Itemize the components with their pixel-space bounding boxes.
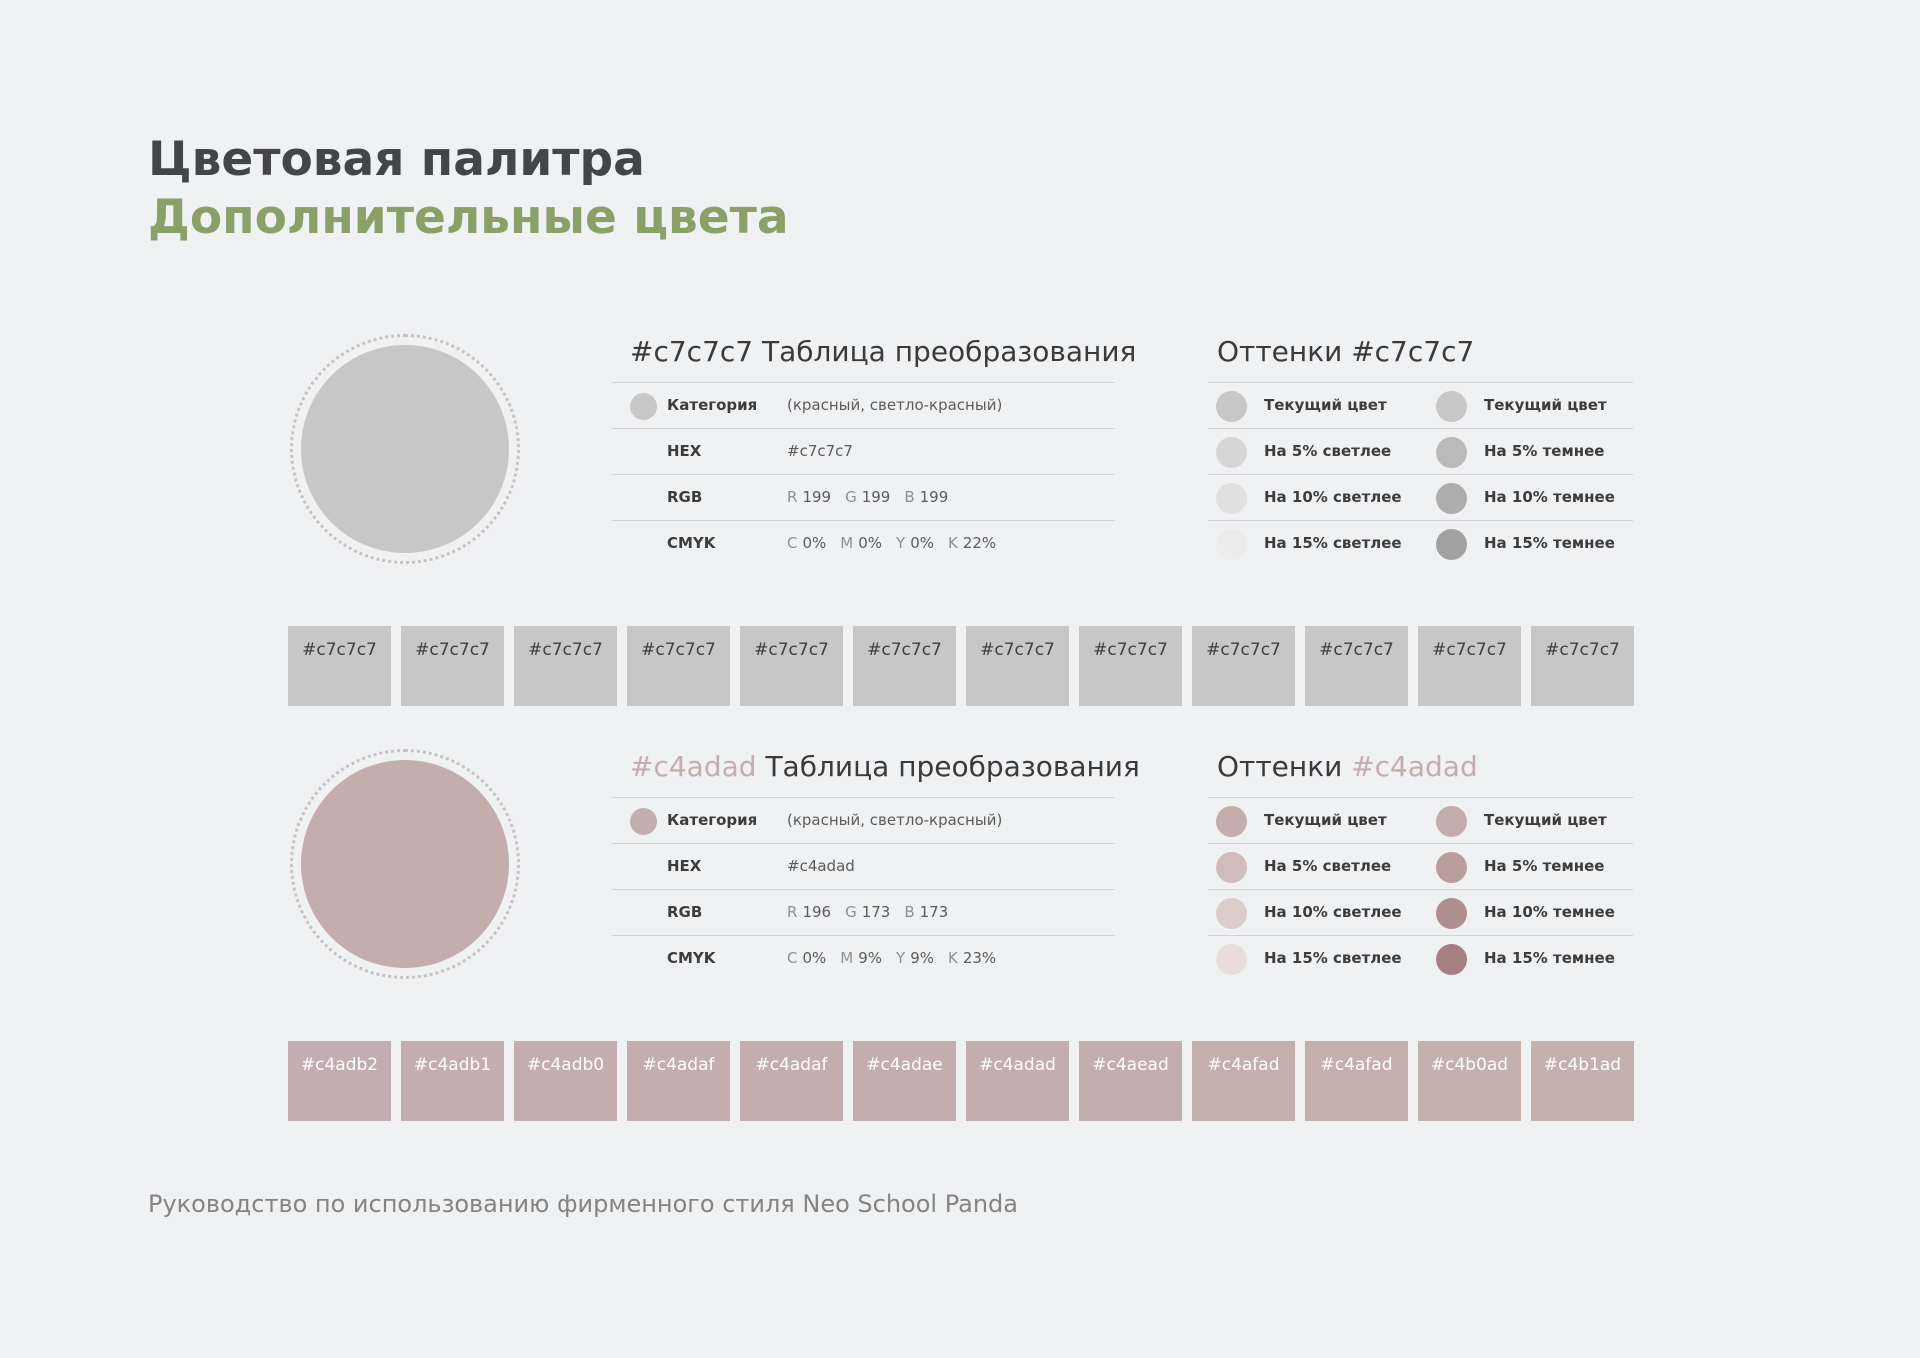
- swatch-label: #c7c7c7: [980, 640, 1055, 660]
- color-circle: [301, 760, 509, 968]
- color-swatch: [514, 626, 617, 706]
- shade-row: [1208, 843, 1633, 889]
- rgb-channel-value: 199: [919, 488, 949, 506]
- cmyk-channel-value: 0%: [910, 534, 934, 552]
- table-row: [612, 797, 1115, 843]
- hex-label: HEX: [667, 857, 702, 875]
- shade-dot: [1436, 898, 1467, 929]
- shade-dot: [1216, 391, 1247, 422]
- color-swatch: [1192, 626, 1295, 706]
- color-circle-outline: [290, 334, 520, 564]
- shade-label: Текущий цвет: [1484, 396, 1607, 414]
- color-swatch: [288, 626, 391, 706]
- color-dot: [630, 808, 657, 835]
- table-row: [612, 428, 1115, 474]
- shade-dot: [1216, 437, 1247, 468]
- rgb-channel-key: G: [845, 488, 857, 506]
- swatch-label: #c7c7c7: [1093, 640, 1168, 660]
- shade-label: На 5% темнее: [1484, 857, 1605, 875]
- shade-dot: [1216, 852, 1247, 883]
- cmyk-channel-key: K: [948, 949, 958, 967]
- shade-dot: [1436, 944, 1467, 975]
- swatch-label: #c7c7c7: [1206, 640, 1281, 660]
- table-row: [612, 520, 1115, 566]
- conversion-table: [612, 382, 1115, 566]
- shade-dot: [1216, 806, 1247, 837]
- swatch-label: #c7c7c7: [754, 640, 829, 660]
- shade-dot: [1436, 806, 1467, 837]
- cmyk-channel-value: 0%: [802, 534, 827, 552]
- shades-title: [1217, 334, 1474, 370]
- shades-title-text: Оттенки: [1217, 335, 1352, 368]
- shade-row: [1208, 428, 1633, 474]
- color-swatch: [1305, 1041, 1408, 1121]
- table-row: [612, 382, 1115, 428]
- swatch-label: #c4afad: [1320, 1055, 1393, 1075]
- color-circle: [301, 345, 509, 553]
- rgb-channel-value: 199: [802, 488, 832, 506]
- conversion-title-text: Таблица преобразования: [756, 750, 1140, 783]
- swatch-label: #c4b1ad: [1543, 1055, 1622, 1075]
- color-swatch: [288, 1041, 391, 1121]
- swatch-label: #c7c7c7: [1545, 640, 1620, 660]
- shade-row: [1208, 520, 1633, 566]
- shade-dot: [1216, 529, 1247, 560]
- category-value: (красный, светло-красный): [787, 811, 1003, 829]
- cmyk-channel-key: M: [840, 534, 854, 552]
- shade-label: На 5% темнее: [1484, 442, 1605, 460]
- swatch-label: #c4adad: [979, 1055, 1056, 1075]
- swatch-label: #c4adae: [866, 1055, 943, 1075]
- shade-row: [1208, 935, 1633, 981]
- shades-title-code: #c7c7c7: [1351, 335, 1475, 368]
- cmyk-channel-value: 23%: [962, 949, 997, 967]
- shades-title-text: Оттенки: [1217, 750, 1352, 783]
- conversion-table-title: [630, 749, 1140, 785]
- swatch-label: #c4adaf: [642, 1055, 715, 1075]
- color-swatch: [853, 626, 956, 706]
- cmyk-channel-value: 9%: [858, 949, 883, 967]
- shade-label: На 15% светлее: [1264, 534, 1402, 552]
- swatch-label: #c7c7c7: [528, 640, 603, 660]
- cmyk-channel-value: 0%: [802, 949, 827, 967]
- color-swatch: [1079, 626, 1182, 706]
- shade-label: На 15% темнее: [1484, 949, 1615, 967]
- shade-dot: [1216, 898, 1247, 929]
- cmyk-channel-value: 0%: [858, 534, 883, 552]
- color-swatch: [627, 626, 730, 706]
- color-swatch: [401, 1041, 504, 1121]
- page-title: Цветовая палитра: [148, 132, 645, 187]
- cmyk-label: CMYK: [667, 534, 716, 552]
- swatch-label: #c4adaf: [755, 1055, 828, 1075]
- shade-label: На 10% темнее: [1484, 488, 1615, 506]
- category-label: Категория: [667, 811, 758, 829]
- swatch-label: #c4adb0: [526, 1055, 605, 1075]
- color-swatch: [1305, 626, 1408, 706]
- cmyk-channel-value: 22%: [962, 534, 997, 552]
- swatch-label: #c7c7c7: [302, 640, 377, 660]
- cmyk-channel-value: 9%: [910, 949, 934, 967]
- swatch-label: #c7c7c7: [867, 640, 942, 660]
- swatch-label: #c4aead: [1092, 1055, 1169, 1075]
- shade-dot: [1436, 529, 1467, 560]
- category-label: Категория: [667, 396, 758, 414]
- conversion-title-code: #c7c7c7: [630, 335, 754, 368]
- shade-row: [1208, 797, 1633, 843]
- rgb-channel-key: R: [787, 903, 798, 921]
- color-swatch: [1531, 1041, 1634, 1121]
- table-row: [612, 843, 1115, 889]
- page-subtitle: Дополнительные цвета: [148, 190, 789, 245]
- color-swatch: [966, 626, 1069, 706]
- shade-label: На 15% темнее: [1484, 534, 1615, 552]
- cmyk-values: [787, 936, 996, 981]
- shade-label: Текущий цвет: [1484, 811, 1607, 829]
- swatch-strip: [288, 626, 1634, 708]
- shade-label: На 15% светлее: [1264, 949, 1402, 967]
- palette-section: [0, 324, 1920, 744]
- swatch-label: #c7c7c7: [415, 640, 490, 660]
- rgb-channel-value: 199: [861, 488, 891, 506]
- shade-label: На 10% светлее: [1264, 488, 1402, 506]
- rgb-channel-key: B: [904, 903, 915, 921]
- rgb-label: RGB: [667, 488, 703, 506]
- shade-dot: [1436, 483, 1467, 514]
- shade-label: На 5% светлее: [1264, 442, 1392, 460]
- shade-row: [1208, 474, 1633, 520]
- shade-label: На 5% светлее: [1264, 857, 1392, 875]
- color-swatch: [1531, 626, 1634, 706]
- rgb-label: RGB: [667, 903, 703, 921]
- color-swatch: [514, 1041, 617, 1121]
- swatch-label: #c4adb1: [413, 1055, 492, 1075]
- cmyk-values: [787, 521, 996, 566]
- shades-table: [1208, 382, 1633, 566]
- hex-value: #c4adad: [787, 857, 855, 875]
- hex-value: #c7c7c7: [787, 442, 853, 460]
- shade-label: На 10% темнее: [1484, 903, 1615, 921]
- shade-row: [1208, 889, 1633, 935]
- hex-label: HEX: [667, 442, 702, 460]
- color-swatch: [966, 1041, 1069, 1121]
- shade-dot: [1436, 852, 1467, 883]
- rgb-channel-value: 173: [861, 903, 891, 921]
- cmyk-channel-key: M: [840, 949, 854, 967]
- table-row: [612, 889, 1115, 935]
- color-dot: [630, 393, 657, 420]
- shade-label: На 10% светлее: [1264, 903, 1402, 921]
- conversion-table-title: [630, 334, 1136, 370]
- rgb-channel-key: B: [904, 488, 915, 506]
- cmyk-label: CMYK: [667, 949, 716, 967]
- palette-section: [0, 739, 1920, 1159]
- color-swatch: [740, 1041, 843, 1121]
- shade-label: Текущий цвет: [1264, 811, 1387, 829]
- color-swatch: [1418, 1041, 1521, 1121]
- color-swatch: [1192, 1041, 1295, 1121]
- rgb-channel-key: R: [787, 488, 798, 506]
- swatch-strip: [288, 1041, 1634, 1123]
- shade-dot: [1216, 483, 1247, 514]
- color-swatch: [1079, 1041, 1182, 1121]
- cmyk-channel-key: K: [948, 534, 958, 552]
- table-row: [612, 935, 1115, 981]
- rgb-values: [787, 475, 948, 520]
- swatch-label: #c7c7c7: [641, 640, 716, 660]
- cmyk-channel-key: Y: [896, 534, 906, 552]
- swatch-label: #c7c7c7: [1319, 640, 1394, 660]
- conversion-table: [612, 797, 1115, 981]
- cmyk-channel-key: C: [787, 949, 798, 967]
- shades-table: [1208, 797, 1633, 981]
- shade-row: [1208, 382, 1633, 428]
- footer-text: Руководство по использованию фирменного стиля Neo School Panda: [148, 1190, 1018, 1218]
- color-swatch: [1418, 626, 1521, 706]
- swatch-label: #c4b0ad: [1430, 1055, 1509, 1075]
- shade-dot: [1436, 391, 1467, 422]
- cmyk-channel-key: C: [787, 534, 798, 552]
- color-swatch: [740, 626, 843, 706]
- rgb-channel-key: G: [845, 903, 857, 921]
- conversion-title-code: #c4adad: [630, 750, 757, 783]
- shades-title: [1217, 749, 1478, 785]
- swatch-label: #c4adb2: [300, 1055, 379, 1075]
- conversion-title-text: Таблица преобразования: [753, 335, 1137, 368]
- color-swatch: [401, 626, 504, 706]
- shade-label: Текущий цвет: [1264, 396, 1387, 414]
- shade-dot: [1436, 437, 1467, 468]
- color-circle-outline: [290, 749, 520, 979]
- rgb-channel-value: 196: [802, 903, 832, 921]
- swatch-label: #c7c7c7: [1432, 640, 1507, 660]
- rgb-values: [787, 890, 948, 935]
- shades-title-code: #c4adad: [1351, 750, 1478, 783]
- color-swatch: [627, 1041, 730, 1121]
- shade-dot: [1216, 944, 1247, 975]
- category-value: (красный, светло-красный): [787, 396, 1003, 414]
- rgb-channel-value: 173: [919, 903, 949, 921]
- table-row: [612, 474, 1115, 520]
- color-swatch: [853, 1041, 956, 1121]
- cmyk-channel-key: Y: [896, 949, 906, 967]
- swatch-label: #c4afad: [1207, 1055, 1280, 1075]
